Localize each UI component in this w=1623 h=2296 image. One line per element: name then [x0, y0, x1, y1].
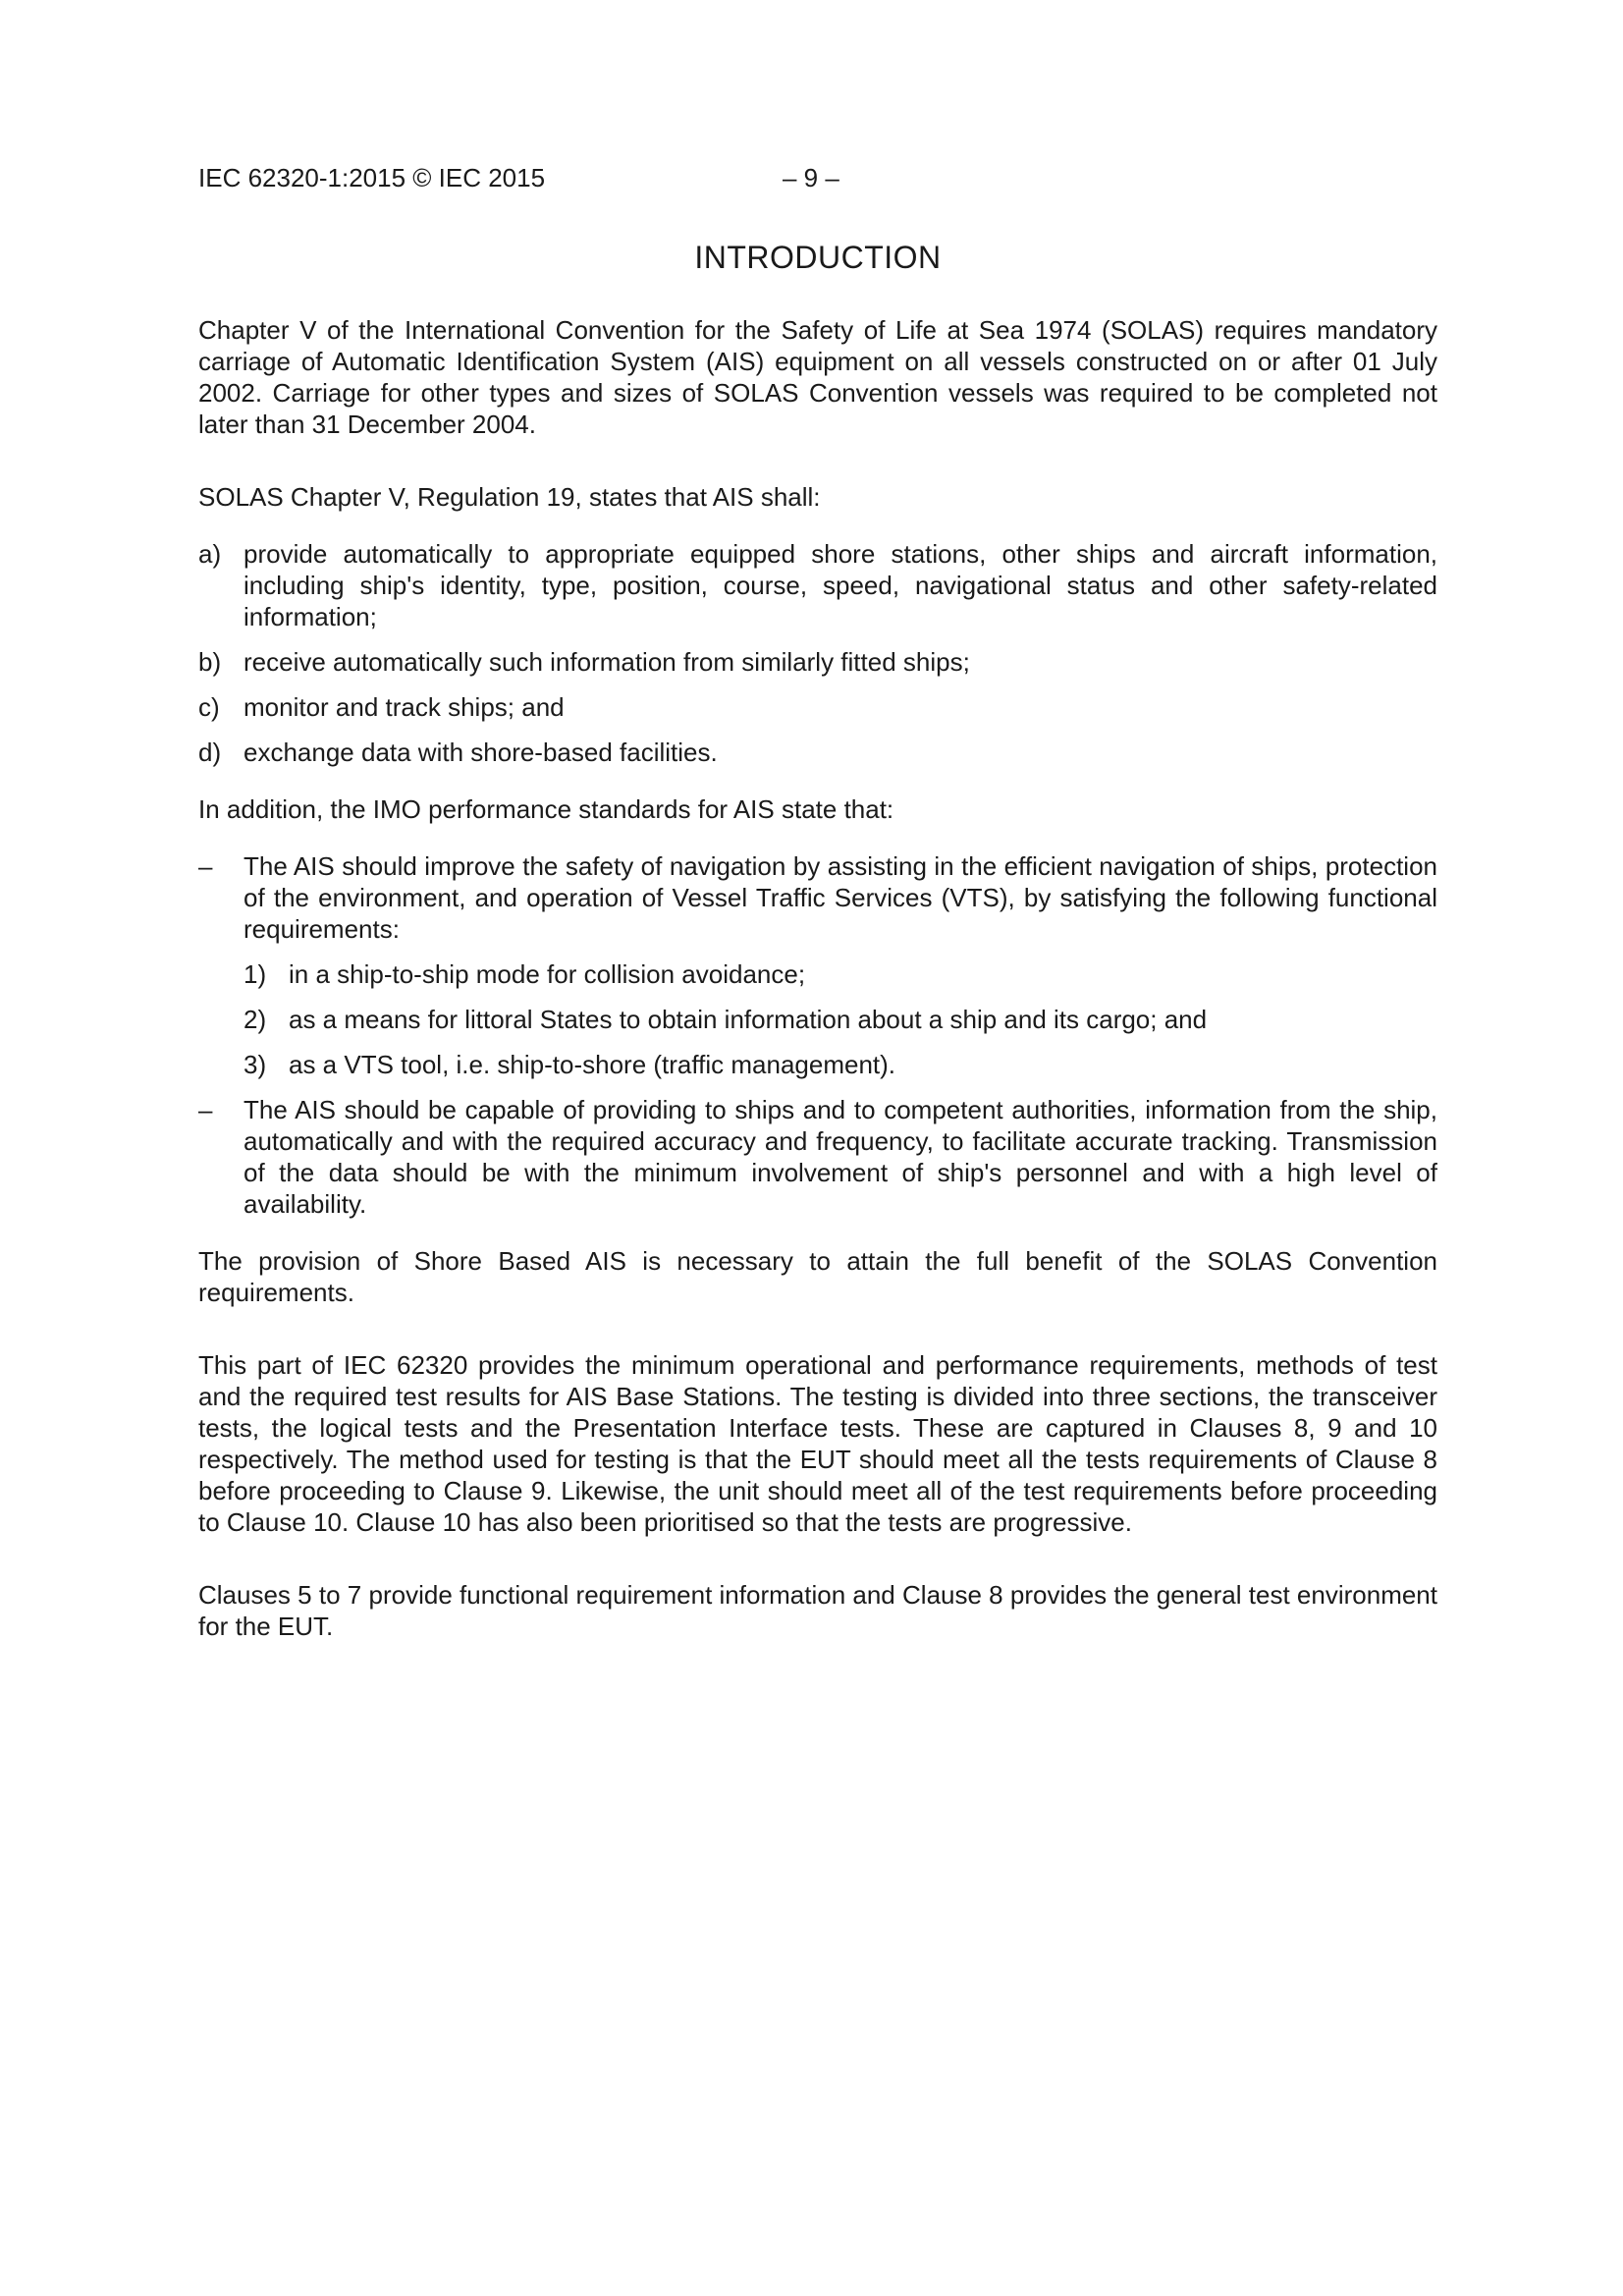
paragraph-regulation-19: SOLAS Chapter V, Regulation 19, states that AIS shall: [198, 482, 821, 512]
dash-marker: – [198, 1095, 213, 1124]
list-item [198, 850, 1437, 945]
list-item-text: The AIS should improve the safety of navigation by assisting in the efficient navigation of ships, protection of the environment, and operation of Vessel Traffic Services (VTS), by satisfying the following functional requirements: [243, 851, 1437, 944]
dash-marker: – [198, 851, 213, 881]
list-item [198, 1094, 1437, 1220]
list-marker: d) [198, 738, 222, 767]
list-item [198, 737, 1437, 768]
list-item-text: provide automatically to appropriate equipped shore stations, other ships and aircraft information, including ship's identity, type, position, course, speed, navigational status and other safety-related information; [243, 539, 1437, 631]
list-item-text: in a ship-to-ship mode for collision avoidance; [289, 959, 806, 989]
standard-reference: IEC 62320-1:2015 © IEC 2015 [198, 163, 546, 192]
list-marker: a) [198, 539, 222, 569]
list-item-text: The AIS should be capable of providing to ships and to competent authorities, information from the ship, automatically and with the required accuracy and frequency, to facilitate accurate tracking. Transmission of the data should be with the minimum involvement of ship's personnel and with a high level of availability. [243, 1095, 1437, 1219]
regulation-list [198, 538, 1437, 768]
imo-list [198, 850, 1437, 1220]
list-item [198, 646, 1437, 678]
list-item-text: exchange data with shore-based facilities. [243, 738, 718, 767]
list-item-text: as a means for littoral States to obtain information about a ship and its cargo; and [289, 1005, 1208, 1034]
list-item [243, 1004, 1437, 1035]
page-number: – 9 – [783, 163, 839, 192]
paragraph-testing-scope: This part of IEC 62320 provides the minimum operational and performance requirements, methods of test and the required test results for AIS Base Stations. The testing is divided into three sections, the transceiver tests, the logical tests and the Presentation Interface tests. These are captured in Clauses 8, 9 and 10 respectively. The method used for testing is that the EUT should meet all the tests requirements of Clause 8 before proceeding to Clause 9. Likewise, the unit should meet all of the test requirements before proceeding to Clause 10. Clause 10 has also been prioritised so that the tests are progressive. [198, 1350, 1437, 1537]
list-marker: 3) [243, 1050, 267, 1079]
paragraph-solas-chapter-v: Chapter V of the International Convention for the Safety of Life at Sea 1974 (SOLAS) requires mandatory carriage of Automatic Identification System (AIS) equipment on all vessels constructed on or after 01 July 2002. Carriage for other types and sizes of SOLAS Convention vessels was required to be completed not later than 31 December 2004. [198, 315, 1437, 439]
list-item-text: as a VTS tool, i.e. ship-to-shore (traffic management). [289, 1050, 896, 1079]
list-item-text: monitor and track ships; and [243, 692, 565, 722]
list-item [243, 958, 1437, 990]
section-title: INTRODUCTION [694, 240, 942, 275]
functional-requirements-list [243, 958, 1437, 1080]
paragraph-clauses: Clauses 5 to 7 provide functional requirement information and Clause 8 provides the general test environment for the EUT. [198, 1580, 1437, 1641]
document-body [198, 314, 1437, 1642]
list-marker: 1) [243, 959, 267, 989]
paragraph-imo-standards: In addition, the IMO performance standards for AIS state that: [198, 794, 894, 824]
list-marker: 2) [243, 1005, 267, 1034]
list-marker: b) [198, 647, 222, 677]
list-item-text: receive automatically such information from similarly fitted ships; [243, 647, 970, 677]
list-item [198, 538, 1437, 632]
list-item [198, 691, 1437, 723]
list-marker: c) [198, 692, 220, 722]
list-item [243, 1049, 1437, 1080]
paragraph-shore-based-ais: The provision of Shore Based AIS is necessary to attain the full benefit of the SOLAS Convention requirements. [198, 1246, 1437, 1307]
